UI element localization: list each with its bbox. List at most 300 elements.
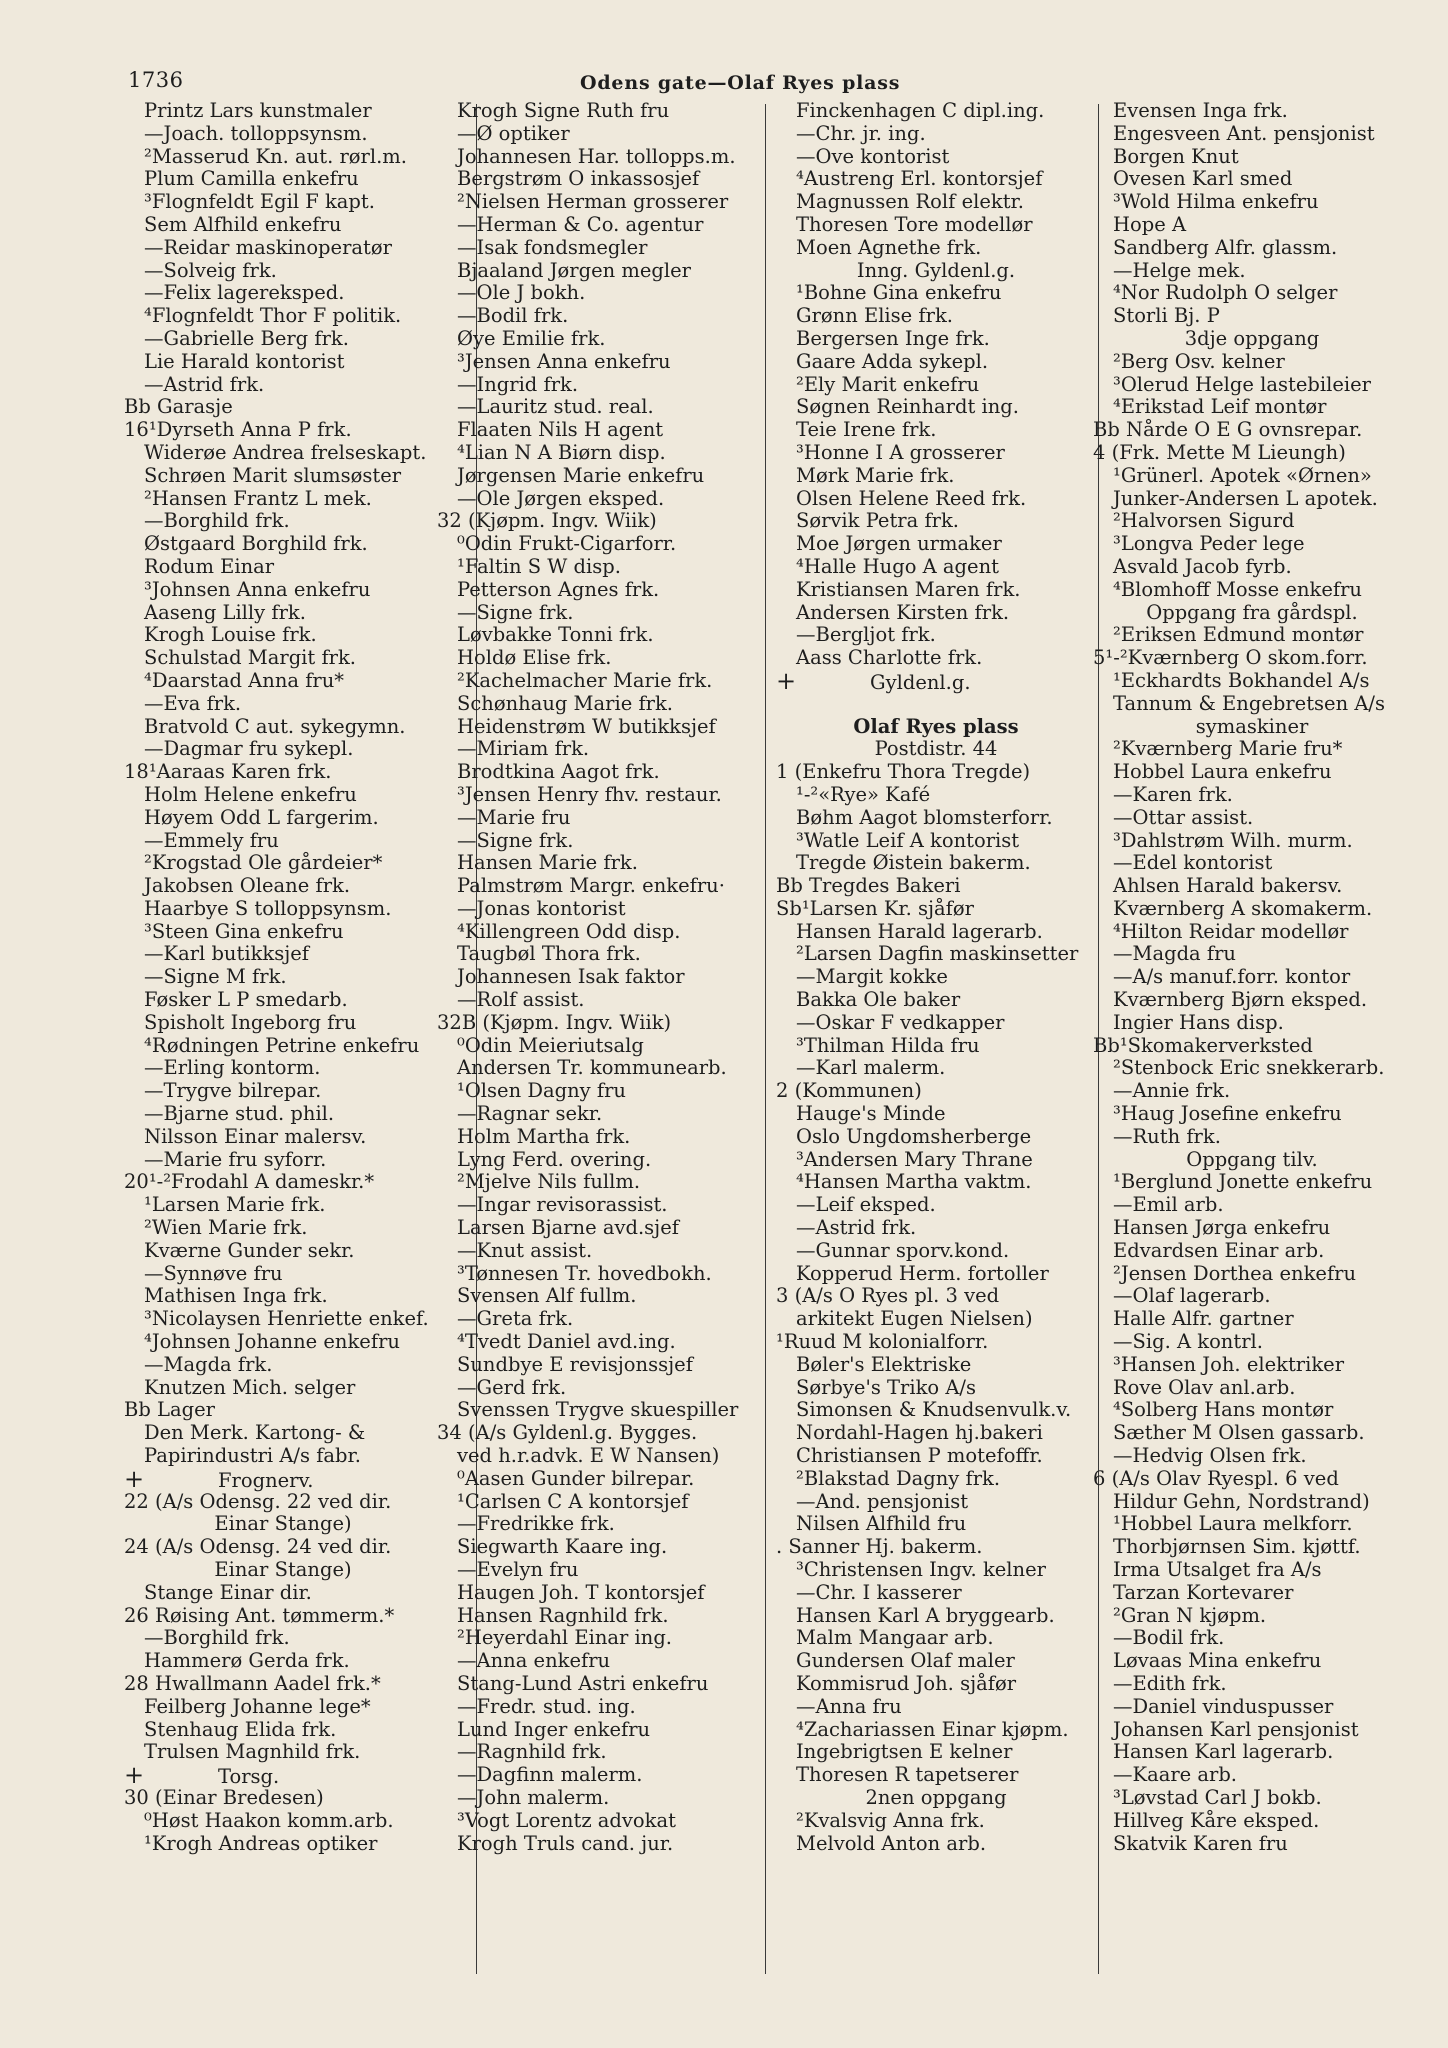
- directory-entry: ¹Larsen Marie frk.: [144, 1193, 326, 1217]
- directory-entry: ⁴Austreng Erl. kontorsjef: [796, 167, 1043, 191]
- directory-entry: 26 Røising Ant. tømmerm.*: [124, 1603, 395, 1627]
- cross-street-icon: +: [776, 666, 797, 695]
- directory-entry: Magnussen Rolf elektr.: [796, 190, 1024, 214]
- directory-entry: Hobbel Laura enkefru: [1113, 760, 1332, 784]
- directory-entry: Rove Olav anl.arb.: [1113, 1375, 1296, 1399]
- directory-entry: ²Mjelve Nils fullm.: [457, 1170, 641, 1194]
- directory-entry: ³Hansen Joh. elektriker: [1113, 1352, 1345, 1376]
- directory-entry: ³Watle Leif A kontorist: [796, 828, 1020, 852]
- directory-entry: Kopperud Herm. fortoller: [796, 1261, 1049, 1285]
- directory-entry: ⁴Johnsen Johanne enkefru: [144, 1330, 400, 1354]
- directory-entry: ²Eriksen Edmund montør: [1113, 623, 1364, 647]
- entry-subheading: Oppgang fra gårdspl.: [1146, 600, 1358, 624]
- directory-entry: ³Vogt Lorentz advokat: [457, 1808, 676, 1832]
- directory-entry: —Astrid frk.: [144, 372, 265, 396]
- directory-entry: Engesveen Ant. pensjonist: [1113, 121, 1375, 145]
- directory-entry: —Reidar maskinoperatør: [144, 235, 392, 259]
- directory-entry: ¹Bohne Gina enkefru: [796, 281, 1002, 305]
- directory-entry: 16¹Dyrseth Anna P frk.: [124, 418, 352, 442]
- directory-entry: ³Christensen Ingv. kelner: [796, 1558, 1046, 1581]
- directory-entry: 32B (Kjøpm. Ingv. Wiik): [437, 1010, 672, 1034]
- directory-entry: —Solveig frk.: [144, 258, 277, 282]
- directory-entry: Andersen Tr. kommunearb.: [457, 1056, 727, 1080]
- directory-column-2: [437, 100, 765, 1855]
- directory-entry: Tregde Øistein bakerm.: [796, 851, 1031, 875]
- street-crossing: [124, 1761, 442, 1790]
- directory-entry: —Signe frk.: [457, 600, 574, 624]
- directory-entry: —Ragnhild frk.: [457, 1740, 607, 1764]
- street-crossing: [776, 666, 1096, 695]
- directory-entry: Heidenstrøm W butikksjef: [457, 714, 716, 738]
- directory-entry: ²Wien Marie frk.: [144, 1216, 308, 1240]
- directory-entry: —Margit kokke: [796, 965, 948, 989]
- directory-entry: —Bodil frk.: [457, 304, 569, 328]
- directory-entry: —Emil arb.: [1113, 1193, 1224, 1217]
- directory-entry: ¹Grünerl. Apotek «Ørnen»: [1113, 463, 1372, 487]
- directory-entry: Printz Lars kunstmaler: [144, 100, 372, 122]
- directory-entry: —Dagmar fru sykepl.: [144, 737, 354, 761]
- directory-entry: Teie Irene frk.: [796, 418, 937, 442]
- directory-entry: 18¹Aaraas Karen frk.: [124, 760, 332, 784]
- directory-entry: Løvbakke Tonni frk.: [457, 623, 654, 647]
- directory-entry: —Olaf lagerarb.: [1113, 1284, 1271, 1308]
- directory-entry: —Magda frk.: [144, 1352, 273, 1376]
- directory-entry: Hillveg Kåre eksped.: [1113, 1808, 1320, 1832]
- directory-entry: ¹Olsen Dagny fru: [457, 1079, 626, 1103]
- directory-entry: Thoresen Tore modellør: [796, 212, 1033, 236]
- column-rule: [765, 104, 766, 1974]
- directory-entry: ¹Faltin S W disp.: [457, 554, 621, 578]
- directory-entry: Svensen Alf fullm.: [457, 1284, 637, 1308]
- directory-entry: Skatvik Karen fru: [1113, 1831, 1288, 1855]
- directory-entry: 6 (A/s Olav Ryespl. 6 ved: [1093, 1466, 1339, 1490]
- directory-entry: —Magda fru: [1113, 942, 1236, 966]
- entry-subheading: Postdistr. 44: [874, 737, 998, 761]
- directory-entry: Asvald Jacob fyrb.: [1113, 554, 1292, 578]
- directory-entry: Krogh Truls cand. jur.: [457, 1831, 674, 1855]
- directory-entry: Bb¹Skomakerverksted: [1093, 1033, 1313, 1057]
- directory-entry: Hansen Harald lagerarb.: [796, 919, 1043, 943]
- directory-entry: Palmstrøm Margr. enkefru·: [457, 874, 725, 898]
- directory-entry: —Fredrikke frk.: [457, 1512, 615, 1536]
- directory-entry: Oslo Ungdomsherberge: [796, 1124, 1032, 1148]
- directory-entry: ⁴Killengreen Odd disp.: [457, 919, 681, 943]
- directory-entry: —Herman & Co. agentur: [457, 212, 704, 236]
- entry-subheading: Einar Stange): [214, 1512, 352, 1536]
- directory-entry: ³Wold Hilma enkefru: [1113, 190, 1319, 214]
- directory-entry: Kristiansen Maren frk.: [796, 577, 1021, 601]
- directory-entry: 1 (Enkefru Thora Tregde): [776, 760, 1031, 784]
- directory-entry: Sørvik Petra frk.: [796, 509, 960, 533]
- directory-entry: ³Flognfeldt Egil F kapt.: [144, 190, 375, 214]
- directory-entry: Halle Alfr. gartner: [1113, 1307, 1294, 1331]
- directory-entry: Melvold Anton arb.: [796, 1831, 987, 1855]
- directory-entry: —Edith frk.: [1113, 1671, 1227, 1695]
- directory-entry: 20¹-²Frodahl A dameskr.*: [124, 1170, 375, 1194]
- directory-entry: —Oskar F vedkapper: [796, 1010, 1005, 1034]
- directory-entry: Lund Inger enkefru: [457, 1717, 651, 1741]
- directory-entry: Kværne Gunder sekr.: [144, 1238, 355, 1262]
- directory-entry: Nilsson Einar malersv.: [144, 1124, 367, 1148]
- directory-entry: 22 (A/s Odensg. 22 ved dir.: [124, 1489, 392, 1513]
- directory-entry: ²Berg Osv. kelner: [1113, 349, 1285, 373]
- directory-entry: —Gunnar sporv.kond.: [796, 1238, 1010, 1262]
- directory-entry: ⁴Zachariassen Einar kjøpm.: [796, 1717, 1069, 1741]
- directory-entry: —And. pensjonist: [796, 1489, 969, 1513]
- directory-entry: 4 (Frk. Mette M Lieungh): [1093, 440, 1346, 464]
- directory-entry: Bb Tregdes Bakeri: [776, 874, 961, 898]
- directory-entry: —John malerm.: [457, 1785, 610, 1809]
- entry-subheading: symaskiner: [1195, 714, 1309, 738]
- directory-entry: —Lauritz stud. real.: [457, 395, 654, 419]
- directory-entry: ³Olerud Helge lastebileier: [1113, 372, 1371, 396]
- directory-entry: —Kaare arb.: [1113, 1763, 1238, 1787]
- directory-entry: 3 (A/s O Ryes pl. 3 ved: [776, 1284, 1000, 1308]
- directory-entry: ²Kachelmacher Marie frk.: [457, 668, 713, 692]
- directory-entry: —Leif eksped.: [796, 1193, 936, 1217]
- directory-entry: Trulsen Magnhild frk.: [144, 1740, 361, 1764]
- directory-entry: ²Gran N kjøpm.: [1113, 1603, 1267, 1627]
- directory-entry: Thorbjørnsen Sim. kjøttf.: [1113, 1535, 1361, 1559]
- directory-entry: —Trygve bilrepar.: [144, 1079, 322, 1103]
- directory-entry: —Ingar revisorassist.: [457, 1193, 668, 1217]
- directory-entry: Nordahl-Hagen hj.bakeri: [796, 1421, 1043, 1445]
- directory-entry: —Annie frk.: [1113, 1079, 1231, 1103]
- directory-entry: ³Nicolaysen Henriette enkef.: [144, 1307, 429, 1331]
- directory-entry: —Eva frk.: [144, 691, 242, 715]
- directory-entry: Lyng Ferd. overing.: [457, 1147, 652, 1171]
- directory-entry: Krogh Louise frk.: [144, 623, 317, 647]
- directory-entry: Andersen Kirsten frk.: [796, 600, 1010, 624]
- directory-entry: ⁴Flognfeldt Thor F politik.: [144, 304, 402, 328]
- directory-entry: —Marie fru: [457, 805, 571, 829]
- directory-entry: —Anna enkefru: [457, 1649, 611, 1673]
- directory-entry: —Miriam frk.: [457, 737, 590, 761]
- directory-entry: —Felix lagereksped.: [144, 281, 345, 305]
- directory-entry: ²Kværnberg Marie fru*: [1113, 737, 1343, 761]
- directory-entry: Gaare Adda sykepl.: [796, 349, 989, 373]
- directory-entry: ²Krogstad Ole gårdeier*: [144, 851, 383, 875]
- directory-entry: Widerøe Andrea frelseskapt.: [144, 440, 427, 464]
- directory-entry: Sørbye's Triko A/s: [796, 1375, 977, 1399]
- directory-entry: Holm Martha frk.: [457, 1124, 631, 1148]
- directory-entry: Kværnberg A skomakerm.: [1113, 896, 1373, 920]
- directory-entry: Bergstrøm O inkassosjef: [457, 167, 700, 191]
- directory-entry: Malm Mangaar arb.: [796, 1626, 994, 1650]
- directory-entry: —Ø optiker: [457, 121, 570, 145]
- directory-entry: ¹Eckhardts Bokhandel A/s: [1113, 668, 1370, 692]
- directory-entry: Hansen Karl A bryggearb.: [796, 1603, 1055, 1627]
- directory-entry: Simonsen & Knudsenvulk.v.: [796, 1398, 1072, 1422]
- directory-entry: ⁴Hansen Martha vaktm.: [796, 1170, 1032, 1194]
- directory-entry: 2 (Kommunen): [776, 1079, 922, 1103]
- directory-entry: —Ove kontorist: [796, 144, 950, 168]
- directory-entry: ¹Ruud M kolonialforr.: [776, 1330, 989, 1354]
- directory-entry: —Bjarne stud. phil.: [144, 1102, 335, 1126]
- directory-entry: ⁰Odin Frukt-Cigarforr.: [457, 532, 677, 556]
- directory-entry: Kværnberg Bjørn eksped.: [1113, 988, 1368, 1012]
- directory-entry: Plum Camilla enkefru: [144, 167, 359, 191]
- directory-entry: ²Blakstad Dagny frk.: [796, 1466, 1001, 1490]
- directory-entry: ²Nielsen Herman grosserer: [457, 190, 729, 214]
- directory-entry: ²Masserud Kn. aut. rørl.m.: [144, 144, 407, 168]
- directory-entry: Øye Emilie frk.: [457, 326, 606, 350]
- directory-entry: Føsker L P smedarb.: [144, 988, 348, 1012]
- entry-subheading: 2nen oppgang: [865, 1785, 1007, 1809]
- directory-entry: ⁰Høst Haakon komm.arb.: [144, 1808, 394, 1832]
- directory-entry: 24 (A/s Odensg. 24 ved dir.: [124, 1535, 392, 1559]
- directory-entry: Bjaaland Jørgen megler: [457, 258, 691, 282]
- directory-entry: Finckenhagen C dipl.ing.: [796, 100, 1045, 122]
- directory-entry: arkitekt Eugen Nielsen): [796, 1307, 1033, 1331]
- directory-entry: Mathisen Inga frk.: [144, 1284, 328, 1308]
- page-header: Odens gate—Olaf Ryes plass: [580, 72, 901, 94]
- directory-entry: Ingier Hans disp.: [1113, 1010, 1284, 1034]
- directory-entry: ⁴Daarstad Anna fru*: [144, 668, 345, 692]
- directory-entry: Svenssen Trygve skuespiller: [457, 1398, 739, 1422]
- directory-entry: ²Larsen Dagfin maskinsetter: [796, 942, 1079, 966]
- directory-entry: Tannum & Engebretsen A/s: [1113, 691, 1386, 715]
- directory-entry: —Dagfinn malerm.: [457, 1763, 643, 1787]
- directory-entry: ⁴Nor Rudolph O selger: [1113, 281, 1338, 305]
- directory-entry: Rodum Einar: [144, 554, 275, 578]
- directory-entry: —Karl butikksjef: [144, 942, 310, 966]
- directory-entry: —Joach. tolloppsynsm.: [144, 121, 368, 145]
- directory-entry: Mørk Marie frk.: [796, 463, 955, 487]
- directory-entry: —Knut assist.: [457, 1238, 593, 1262]
- directory-entry: —Borghild frk.: [144, 509, 290, 533]
- directory-entry: ¹-²«Rye» Kafé: [796, 782, 931, 806]
- directory-entry: ¹Hobbel Laura melkforr.: [1113, 1512, 1353, 1536]
- directory-entry: Junker-Andersen L apotek.: [1113, 486, 1378, 510]
- directory-entry: —Anna fru: [796, 1694, 902, 1718]
- directory-entry: Hauge's Minde: [796, 1102, 946, 1126]
- entry-subheading: Inng. Gyldenl.g.: [856, 258, 1016, 282]
- cross-street-label: Frognerv.: [218, 1468, 314, 1492]
- directory-entry: Brodtkina Aagot frk.: [457, 760, 660, 784]
- directory-entry: Sæther M Olsen gassarb.: [1113, 1421, 1365, 1445]
- directory-entry: 34 (A/s Gyldenl.g. Bygges.: [437, 1421, 698, 1445]
- directory-entry: —Astrid frk.: [796, 1216, 917, 1240]
- directory-entry: Bb Nårde O E G ovnsrepar.: [1093, 418, 1363, 442]
- directory-entry: Irma Utsalget fra A/s: [1113, 1558, 1322, 1581]
- directory-entry: ⁴Hilton Reidar modellør: [1113, 919, 1349, 943]
- directory-entry: Krogh Signe Ruth fru: [457, 100, 670, 122]
- directory-entry: —Fredr. stud. ing.: [457, 1694, 636, 1718]
- directory-entry: —Chr. jr. ing.: [796, 121, 926, 145]
- directory-entry: Bb Garasje: [124, 395, 233, 419]
- directory-entry: Bøhm Aagot blomsterforr.: [796, 805, 1053, 829]
- directory-entry: Hammerø Gerda frk.: [144, 1649, 350, 1673]
- directory-entry: ⁴Solberg Hans montør: [1113, 1398, 1334, 1422]
- directory-entry: —Sig. A kontrl.: [1113, 1330, 1263, 1354]
- cross-street-label: Torsg.: [218, 1765, 280, 1789]
- directory-entry: —Evelyn fru: [457, 1558, 579, 1581]
- directory-entry: —Bodil frk.: [1113, 1626, 1225, 1650]
- directory-entry: Spisholt Ingeborg fru: [144, 1010, 357, 1034]
- directory-entry: Jørgensen Marie enkefru: [457, 463, 705, 487]
- directory-entry: —Signe frk.: [457, 828, 574, 852]
- directory-entry: Edvardsen Einar arb.: [1113, 1238, 1325, 1262]
- directory-entry: Gundersen Olaf maler: [796, 1649, 1015, 1673]
- directory-entry: [776, 693, 1096, 716]
- directory-entry: Haugen Joh. T kontorsjef: [457, 1580, 705, 1604]
- directory-entry: ²Halvorsen Sigurd: [1113, 509, 1295, 533]
- directory-entry: Papirindustri A/s fabr.: [144, 1444, 361, 1468]
- directory-entry: Storli Bj. P: [1113, 304, 1220, 328]
- directory-entry: Feilberg Johanne lege*: [144, 1694, 371, 1718]
- directory-entry: ³Honne I A grosserer: [796, 440, 1005, 464]
- directory-entry: ⁴Rødningen Petrine enkefru: [144, 1033, 420, 1057]
- directory-entry: Johansen Karl pensjonist: [1113, 1717, 1359, 1741]
- directory-entry: —Ottar assist.: [1113, 805, 1254, 829]
- directory-entry: Den Merk. Kartong- &: [144, 1421, 366, 1445]
- directory-entry: —Rolf assist.: [457, 988, 585, 1012]
- directory-entry: Haarbye S tolloppsynsm.: [144, 896, 392, 920]
- directory-entry: Søgnen Reinhardt ing.: [796, 395, 1019, 419]
- page-number: 1736: [128, 68, 184, 92]
- directory-entry: —Ole Jørgen eksped.: [457, 486, 665, 510]
- directory-entry: Kommisrud Joh. sjåfør: [796, 1671, 1017, 1695]
- directory-entry: —Isak fondsmegler: [457, 235, 648, 259]
- directory-entry: ³Thilman Hilda fru: [796, 1033, 980, 1057]
- directory-entry: Knutzen Mich. selger: [144, 1375, 356, 1399]
- directory-entry: ³Dahlstrøm Wilh. murm.: [1113, 828, 1353, 852]
- directory-entry: Hansen Karl lagerarb.: [1113, 1740, 1334, 1764]
- directory-entry: Schrøen Marit slumsøster: [144, 463, 402, 487]
- directory-entry: ³Johnsen Anna enkefru: [144, 577, 371, 601]
- directory-entry: Hildur Gehn, Nordstrand): [1113, 1489, 1370, 1513]
- directory-entry: Moen Agnethe frk.: [796, 235, 982, 259]
- directory-entry: —Ole J bokh.: [457, 281, 586, 305]
- directory-entry: —Edel kontorist: [1113, 851, 1273, 875]
- directory-entry: Hansen Jørga enkefru: [1113, 1216, 1331, 1240]
- entry-subheading: 3dje oppgang: [1184, 326, 1320, 350]
- directory-entry: —Chr. I kasserer: [796, 1580, 962, 1604]
- directory-entry: Schønhaug Marie frk.: [457, 691, 674, 715]
- street-crossing: [124, 1464, 442, 1493]
- directory-entry: Petterson Agnes frk.: [457, 577, 660, 601]
- directory-entry: Borgen Knut: [1113, 144, 1239, 168]
- directory-entry: —Gerd frk.: [457, 1375, 567, 1399]
- directory-entry: ved h.r.advk. E W Nansen): [457, 1444, 720, 1468]
- directory-entry: Taugbøl Thora frk.: [457, 942, 641, 966]
- directory-entry: Løvaas Mina enkefru: [1113, 1649, 1322, 1673]
- directory-entry: ³Steen Gina enkefru: [144, 919, 344, 943]
- directory-entry: ²Hansen Frantz L mek.: [144, 486, 372, 510]
- directory-entry: Moe Jørgen urmaker: [796, 532, 1002, 556]
- directory-entry: —Synnøve fru: [144, 1261, 283, 1285]
- directory-entry: Holm Helene enkefru: [144, 782, 357, 806]
- directory-entry: —A/s manuf.forr. kontor: [1113, 965, 1351, 989]
- directory-entry: Sundbye E revisjonssjef: [457, 1352, 693, 1376]
- directory-entry: Stang-Lund Astri enkefru: [457, 1671, 709, 1695]
- directory-entry: ²Heyerdahl Einar ing.: [457, 1626, 672, 1650]
- directory-entry: ⁴Tvedt Daniel avd.ing.: [457, 1330, 676, 1354]
- directory-entry: Høyem Odd L fargerim.: [144, 805, 379, 829]
- directory-entry: Østgaard Borghild frk.: [144, 532, 368, 556]
- directory-entry: Ovesen Karl smed: [1113, 167, 1293, 191]
- directory-entry: —Karl malerm.: [796, 1056, 946, 1080]
- directory-entry: —Helge mek.: [1113, 258, 1246, 282]
- directory-entry: —Greta frk.: [457, 1307, 574, 1331]
- cross-street-icon: +: [124, 1464, 145, 1493]
- directory-entry: Bratvold C aut. sykegymn.: [144, 714, 406, 738]
- directory-entry: Sem Alfhild enkefru: [144, 212, 342, 236]
- cross-street-label: Gyldenl.g.: [870, 670, 971, 694]
- directory-entry: ³Løvstad Carl J bokb.: [1113, 1785, 1322, 1809]
- directory-entry: ⁰Aasen Gunder bilrepar.: [457, 1466, 695, 1490]
- directory-entry: Flaaten Nils H agent: [457, 418, 664, 442]
- directory-entry: Bergersen Inge frk.: [796, 326, 990, 350]
- directory-entry: Evensen Inga frk.: [1113, 100, 1288, 122]
- directory-entry: ³Andersen Mary Thrane: [796, 1147, 1033, 1171]
- directory-entry: Tarzan Kortevarer: [1113, 1580, 1294, 1604]
- directory-entry: Aass Charlotte frk.: [796, 646, 983, 670]
- directory-entry: Hansen Marie frk.: [457, 851, 638, 875]
- directory-entry: Bb Lager: [124, 1398, 215, 1422]
- directory-entry: ²Kvalsvig Anna frk.: [796, 1808, 985, 1832]
- directory-entry: ³Jensen Henry fhv. restaur.: [457, 782, 722, 806]
- directory-entry: ¹Carlsen C A kontorsjef: [457, 1489, 689, 1513]
- entry-subheading: Einar Stange): [214, 1558, 352, 1581]
- directory-entry: Sb¹Larsen Kr. sjåfør: [776, 896, 974, 920]
- directory-column-1: [124, 100, 442, 1855]
- directory-entry: Hope A: [1113, 212, 1187, 236]
- entry-subheading: Oppgang tilv.: [1186, 1147, 1318, 1171]
- directory-entry: ⁴Halle Hugo A agent: [796, 554, 999, 578]
- directory-entry: —Signe M frk.: [144, 965, 287, 989]
- directory-entry: Sandberg Alfr. glassm.: [1113, 235, 1338, 259]
- directory-entry: Ahlsen Harald bakersv.: [1113, 874, 1343, 898]
- directory-entry: Olsen Helene Reed frk.: [796, 486, 1027, 510]
- directory-entry: ²Jensen Dorthea enkefru: [1113, 1261, 1357, 1285]
- directory-entry: Hansen Ragnhild frk.: [457, 1603, 669, 1627]
- directory-entry: Aaseng Lilly frk.: [144, 600, 306, 624]
- directory-entry: —Marie fru syforr.: [144, 1147, 327, 1171]
- directory-entry: ⁴Blomhoff Mosse enkefru: [1113, 577, 1362, 601]
- directory-entry: —Bergljot frk.: [796, 623, 936, 647]
- directory-entry: Ingebrigtsen E kelner: [796, 1740, 1013, 1764]
- cross-street-icon: +: [124, 1761, 145, 1790]
- directory-entry: —Gabrielle Berg frk.: [144, 326, 349, 350]
- directory-entry: Bøler's Elektriske: [796, 1352, 972, 1376]
- directory-entry: Christiansen P motefoffr.: [796, 1444, 1043, 1468]
- directory-entry: —Daniel vinduspusser: [1113, 1694, 1334, 1718]
- directory-entry: Holdø Elise frk.: [457, 646, 612, 670]
- section-heading: Olaf Ryes plass: [853, 714, 1019, 738]
- directory-entry: —Ingrid frk.: [457, 372, 579, 396]
- directory-entry: ⁰Odin Meieriutsalg: [457, 1033, 644, 1057]
- directory-entry: —Ruth frk.: [1113, 1124, 1221, 1148]
- directory-entry: —Hedvig Olsen frk.: [1113, 1444, 1307, 1468]
- directory-entry: —Jonas kontorist: [457, 896, 626, 920]
- directory-entry: ³Jensen Anna enkefru: [457, 349, 671, 373]
- directory-entry: . Sanner Hj. bakerm.: [776, 1535, 983, 1559]
- directory-entry: Johannesen Har. tollopps.m.: [457, 144, 736, 168]
- directory-entry: Lie Harald kontorist: [144, 349, 345, 373]
- directory-entry: Thoresen R tapetserer: [796, 1763, 1019, 1787]
- directory-entry: Larsen Bjarne avd.sjef: [457, 1216, 679, 1240]
- directory-entry: ¹Berglund Jonette enkefru: [1113, 1170, 1373, 1194]
- directory-entry: —Karen frk.: [1113, 782, 1233, 806]
- directory-entry: Johannesen Isak faktor: [457, 965, 685, 989]
- directory-entry: ⁴Erikstad Leif montør: [1113, 395, 1327, 419]
- directory-entry: —Emmely fru: [144, 828, 279, 852]
- directory-entry: Jakobsen Oleane frk.: [144, 874, 351, 898]
- directory-entry: —Borghild frk.: [144, 1626, 290, 1650]
- directory-entry: ³Tønnesen Tr. hovedbokh.: [457, 1261, 712, 1285]
